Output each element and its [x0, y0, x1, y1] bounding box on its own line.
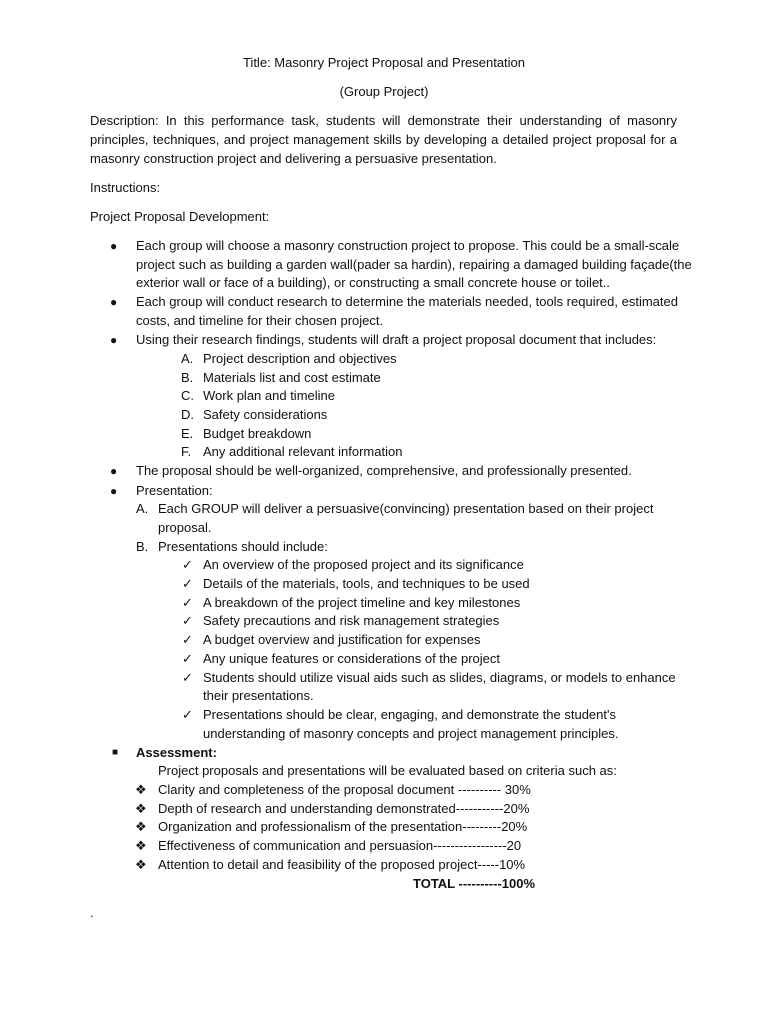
diamond-bullet-icon: ❖	[135, 857, 147, 872]
sub-item-text: Project description and objectives	[203, 351, 397, 366]
check-item: An overview of the proposed project and its significance	[203, 557, 524, 572]
bullet-dot-icon: ●	[110, 239, 118, 253]
bullet-1-line-2: project such as building a garden wall(pader sa hardin), repairing a damaged building façade(the	[136, 257, 692, 272]
checkmark-icon: ✓	[182, 632, 193, 647]
instructions-heading: Instructions:	[90, 180, 161, 195]
document-subtitle: (Group Project)	[339, 84, 429, 99]
sub-item-marker: D.	[181, 407, 194, 422]
sub-item-marker: F.	[181, 444, 192, 459]
check-item-line-2: their presentations.	[203, 688, 314, 703]
description-paragraph: Description: In this performance task, students will demonstrate their understanding of masonry principles, techniques, and project management skills by developing a detailed project proposal for a masonry construction project and delivering a persuasive presentation.	[90, 113, 677, 167]
sub-item-text: Any additional relevant information	[203, 444, 403, 459]
presentation-a-line-2: proposal.	[158, 520, 212, 535]
bullet-2-line-2: costs, and timeline for their chosen project.	[136, 313, 384, 328]
bullet-dot-icon: ●	[110, 464, 118, 478]
sub-item-text: Materials list and cost estimate	[203, 370, 381, 385]
diamond-bullet-icon: ❖	[135, 801, 147, 816]
presentation-b-text: Presentations should include:	[158, 539, 328, 554]
checkmark-icon: ✓	[182, 557, 193, 572]
bullet-dot-icon: ●	[110, 333, 118, 347]
document-title: Title: Masonry Project Proposal and Presentation	[242, 55, 526, 70]
sub-item-text: Safety considerations	[203, 407, 328, 422]
checkmark-icon: ✓	[182, 651, 193, 666]
bullet-dot-icon: ●	[110, 295, 118, 309]
diamond-bullet-icon: ❖	[135, 819, 147, 834]
checkmark-icon: ✓	[182, 707, 193, 722]
check-item-line-2: understanding of masonry concepts and project management principles.	[203, 726, 619, 741]
presentation-a-marker: A.	[136, 501, 149, 516]
presentation-a-line-1: Each GROUP will deliver a persuasive(convincing) presentation based on their project	[158, 501, 654, 516]
bullet-5-text: Presentation:	[136, 483, 213, 498]
bullet-dot-icon: ●	[110, 484, 118, 498]
check-item: Safety precautions and risk management strategies	[203, 613, 500, 628]
bullet-3-text: Using their research findings, students will draft a project proposal document that includes:	[136, 332, 657, 347]
diamond-bullet-icon: ❖	[135, 782, 147, 797]
bullet-4-text: The proposal should be well-organized, comprehensive, and professionally presented.	[136, 463, 632, 478]
assessment-total: TOTAL ----------100%	[413, 876, 536, 891]
sub-item-marker: B.	[181, 370, 194, 385]
assessment-intro: Project proposals and presentations will be evaluated based on criteria such as:	[158, 763, 617, 778]
check-item: A breakdown of the project timeline and key milestones	[203, 595, 521, 610]
checkmark-icon: ✓	[182, 595, 193, 610]
check-item-line-1: Presentations should be clear, engaging, and demonstrate the student's	[203, 707, 616, 722]
criterion-item: Depth of research and understanding demonstrated-----------20%	[158, 801, 530, 816]
criterion-item: Attention to detail and feasibility of the proposed project-----10%	[158, 857, 526, 872]
checkmark-icon: ✓	[182, 576, 193, 591]
sub-item-text: Work plan and timeline	[203, 388, 335, 403]
bullet-1-line-1: Each group will choose a masonry construction project to propose. This could be a small-scale	[136, 238, 680, 253]
check-item: Details of the materials, tools, and techniques to be used	[203, 576, 530, 591]
sub-item-marker: E.	[181, 426, 194, 441]
proposal-heading: Project Proposal Development:	[90, 209, 270, 224]
check-item-line-1: Students should utilize visual aids such as slides, diagrams, or models to enhance	[203, 670, 676, 685]
criterion-item: Effectiveness of communication and persuasion-----------------20	[158, 838, 522, 853]
sub-item-text: Budget breakdown	[203, 426, 312, 441]
check-item: A budget overview and justification for expenses	[203, 632, 481, 647]
sub-item-marker: A.	[181, 351, 194, 366]
assessment-heading: Assessment:	[136, 745, 217, 760]
checkmark-icon: ✓	[182, 670, 193, 685]
bullet-2-line-1: Each group will conduct research to determine the materials needed, tools required, estimated	[136, 294, 678, 309]
checkmark-icon: ✓	[182, 613, 193, 628]
trailing-dot: .	[90, 905, 94, 920]
sub-item-marker: C.	[181, 388, 194, 403]
criterion-item: Organization and professionalism of the presentation---------20%	[158, 819, 528, 834]
criterion-item: Clarity and completeness of the proposal document ---------- 30%	[158, 782, 531, 797]
bullet-1-line-3: exterior wall or face of a building), or constructing a small concrete house or toilet..	[136, 275, 611, 290]
square-bullet-icon: ■	[112, 747, 119, 758]
diamond-bullet-icon: ❖	[135, 838, 147, 853]
check-item: Any unique features or considerations of the project	[203, 651, 501, 666]
presentation-b-marker: B.	[136, 539, 149, 554]
